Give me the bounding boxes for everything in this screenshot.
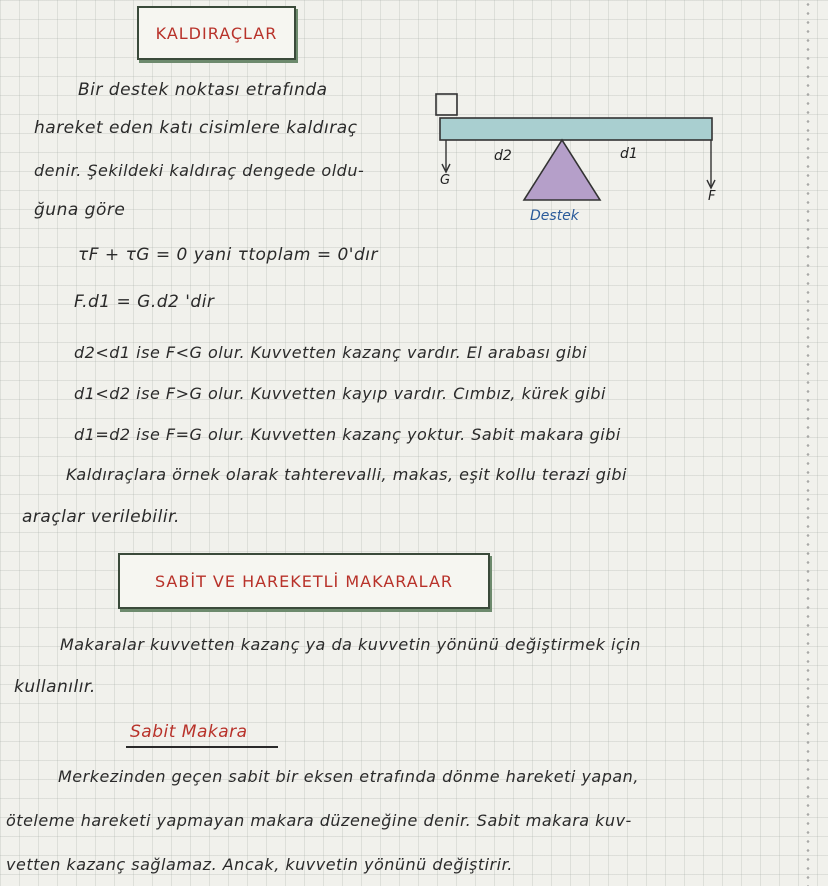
lever-beam: [440, 118, 712, 140]
pulley-line-2: kullanılır.: [14, 677, 96, 697]
intro-line-4: ğuna göre: [34, 200, 126, 220]
examples-line-1: Kaldıraçlara örnek olarak tahterevalli, makas, eşit kollu terazi gibi: [66, 465, 627, 484]
subheading-sabit-makara: Sabit Makara: [130, 722, 248, 742]
pulley-line-1: Makaralar kuvvetten kazanç ya da kuvvetin yönünü değiştirmek için: [60, 635, 641, 654]
fixed-pulley-line-3: vetten kazanç sağlamaz. Ancak, kuvvetin yönünü değiştirir.: [6, 855, 513, 874]
fixed-pulley-line-1: Merkezinden geçen sabit bir eksen etrafında dönme hareketi yapan,: [58, 767, 639, 786]
support-triangle: [524, 140, 600, 200]
intro-line-2: hareket eden katı cisimlere kaldıraç: [34, 118, 358, 138]
fixed-pulley-line-2: öteleme hareketi yapmayan makara düzeneğine denir. Sabit makara kuv-: [6, 811, 632, 830]
moment-formula: F.d1 = G.d2 'dir: [74, 292, 215, 312]
intro-line-1: Bir destek noktası etrafında: [78, 80, 328, 100]
examples-line-2: araçlar verilebilir.: [22, 507, 180, 527]
load-box: [436, 94, 457, 115]
g-label: G: [440, 173, 451, 188]
d2-label: d2: [494, 148, 512, 164]
lever-diagram: [430, 88, 730, 228]
heading-kaldiraclar: KALDIRAÇLAR: [155, 23, 278, 43]
page-edge-dots: [806, 0, 810, 886]
d1-label: d1: [620, 146, 638, 162]
heading-makaralar-box: [118, 553, 490, 609]
case-line-2: d1<d2 ise F>G olur. Kuvvetten kayıp vardır. Cımbız, kürek gibi: [74, 384, 606, 403]
support-label: Destek: [530, 208, 579, 224]
torque-formula: τF + τG = 0 yani τtoplam = 0'dır: [78, 245, 378, 265]
case-line-1: d2<d1 ise F<G olur. Kuvvetten kazanç vardır. El arabası gibi: [74, 343, 588, 362]
heading-makaralar: SABİT VE HAREKETLİ MAKARALAR: [154, 571, 454, 591]
intro-line-3: denir. Şekildeki kaldıraç dengede oldu-: [34, 161, 365, 180]
subheading-underline: [126, 746, 278, 748]
f-label: F: [708, 189, 716, 204]
case-line-3: d1=d2 ise F=G olur. Kuvvetten kazanç yoktur. Sabit makara gibi: [74, 425, 621, 444]
heading-kaldiraclar-box: [137, 6, 296, 60]
